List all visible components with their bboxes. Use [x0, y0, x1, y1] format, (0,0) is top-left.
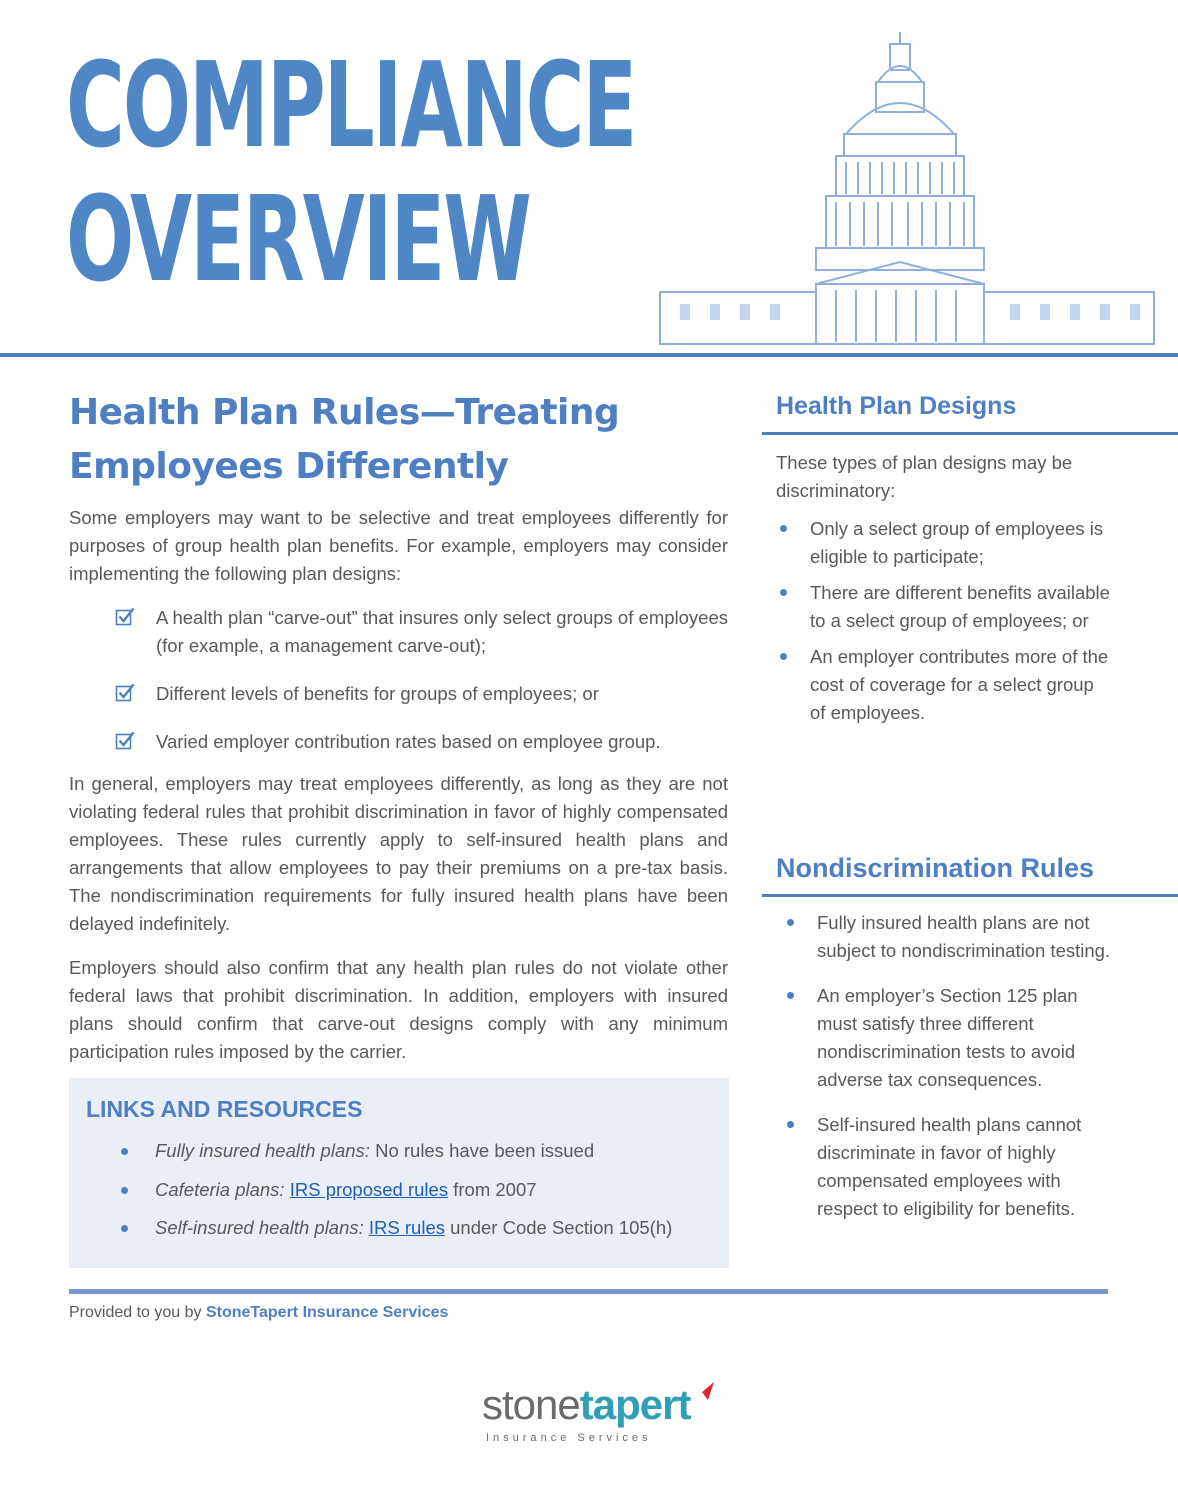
irs-rules-link[interactable]: IRS rules — [368, 1217, 445, 1238]
bullet-icon — [121, 1148, 128, 1155]
bullet-icon — [780, 525, 787, 532]
checklist-item — [69, 604, 728, 660]
list-item — [762, 643, 1110, 727]
nondiscrimination-rules-title: Nondiscrimination Rules — [776, 853, 1095, 883]
irs-proposed-rules-link[interactable]: IRS proposed rules — [289, 1178, 449, 1200]
logo-tagline: Insurance Services — [486, 1432, 652, 1444]
list-item-text: Only a select group of employees is eligible to participate; — [810, 518, 1104, 567]
list-item — [69, 1215, 672, 1254]
resource-text: under Code Section 105(h) — [445, 1217, 673, 1238]
bullet-icon — [787, 992, 794, 999]
section-divider — [762, 894, 1178, 897]
health-plan-designs-intro: These types of plan designs may be discriminatory: — [776, 452, 1073, 501]
list-item — [69, 1138, 672, 1177]
bullet-icon — [121, 1187, 128, 1194]
stonetapert-logo — [482, 1380, 742, 1452]
provided-by-text — [69, 1303, 448, 1323]
checklist-item — [69, 728, 728, 756]
banner-title-line-2: OVERVIEW — [66, 170, 530, 308]
header-banner — [0, 0, 1178, 360]
list-item — [762, 579, 1110, 635]
logo-wordmark — [482, 1380, 690, 1430]
plan-design-checklist — [69, 604, 728, 756]
resource-label: Cafeteria plans: — [155, 1178, 285, 1200]
list-item-text: An employer contributes more of the cost of coverage for a select group of employees. — [810, 646, 1109, 723]
bullet-icon — [780, 653, 787, 660]
checkbox-checked-icon — [115, 730, 135, 750]
checklist-item-text: Varied employer contribution rates based on employee group. — [156, 731, 661, 752]
provider-company-name: StoneTapert Insurance Services — [205, 1304, 449, 1321]
links-resources-box — [69, 1078, 729, 1268]
footer-divider — [69, 1289, 1108, 1294]
banner-title — [66, 38, 635, 306]
links-resources-title: LINKS AND RESOURCES — [86, 1096, 363, 1122]
list-item-text: There are different benefits available to a select group of employees; or — [810, 582, 1110, 631]
checklist-item-text: Different levels of benefits for groups of employees; or — [156, 683, 599, 704]
list-item — [762, 1111, 1117, 1223]
other-laws-paragraph: Employers should also confirm that any health plan rules do not violate other federal laws that prohibit discrimination. In addition, employers with insured plans should confirm that carve-out designs comply with any minimum participation rules imposed by the carrier. — [69, 957, 728, 1062]
resource-text: No rules have been issued — [369, 1140, 595, 1161]
resource-label: Fully insured health plans: — [155, 1140, 370, 1161]
list-item-text: Fully insured health plans are not subject to nondiscrimination testing. — [817, 912, 1111, 961]
links-list — [69, 1138, 672, 1254]
bullet-icon — [787, 919, 794, 926]
intro-paragraph: Some employers may want to be selective and treat employees differently for purposes of group health plan benefits. For example, employers may consider implementing the following plan designs: — [69, 507, 728, 584]
list-item-text: Self-insured health plans cannot discriminate in favor of highly compensated employees with respect to eligibility for benefits. — [817, 1114, 1082, 1219]
nondiscrimination-rules-panel — [762, 848, 1178, 1223]
health-plan-designs-panel — [762, 386, 1178, 727]
checkbox-checked-icon — [115, 606, 135, 626]
list-item — [762, 982, 1117, 1094]
capitol-building-icon — [640, 22, 1178, 358]
list-item — [762, 909, 1117, 965]
provided-by-prefix: Provided to you by — [69, 1304, 206, 1321]
nondiscrimination-rules-list — [762, 909, 1178, 1223]
bullet-icon — [121, 1225, 128, 1232]
health-plan-designs-list — [762, 515, 1178, 727]
red-arrow-icon — [686, 1380, 716, 1406]
section-divider — [762, 432, 1178, 435]
header-divider — [0, 353, 1178, 357]
bullet-icon — [787, 1121, 794, 1128]
list-item — [762, 515, 1110, 571]
checkbox-checked-icon — [115, 682, 135, 702]
general-rules-paragraph: In general, employers may treat employees differently, as long as they are not violating federal rules that prohibit discrimination in favor of highly compensated employees. These rules currently apply to self-insured health plans and arrangements that allow employees to pay their premiums on a pre-tax basis. The nondiscrimination requirements for fully insured health plans have been delayed indefinitely. — [69, 773, 728, 934]
resource-text: from 2007 — [448, 1178, 537, 1200]
bullet-icon — [780, 589, 787, 596]
list-item — [69, 1177, 672, 1216]
resource-label: Self-insured health plans: — [155, 1217, 364, 1238]
list-item-text: An employer’s Section 125 plan must satisfy three different nondiscrimination tests to avoid adverse tax consequences. — [817, 985, 1078, 1090]
checklist-item — [69, 680, 728, 708]
logo-part-stone: stone — [482, 1381, 580, 1428]
checklist-item-text: A health plan “carve-out” that insures only select groups of employees (for example, a management carve-out); — [156, 607, 728, 656]
logo-part-tapert: tapert — [579, 1381, 691, 1428]
health-plan-designs-title: Health Plan Designs — [776, 392, 1017, 420]
banner-title-line-1: COMPLIANCE — [66, 36, 636, 174]
page-title: Health Plan Rules—Treating Employees Differently — [69, 392, 620, 487]
main-column — [69, 386, 728, 1066]
